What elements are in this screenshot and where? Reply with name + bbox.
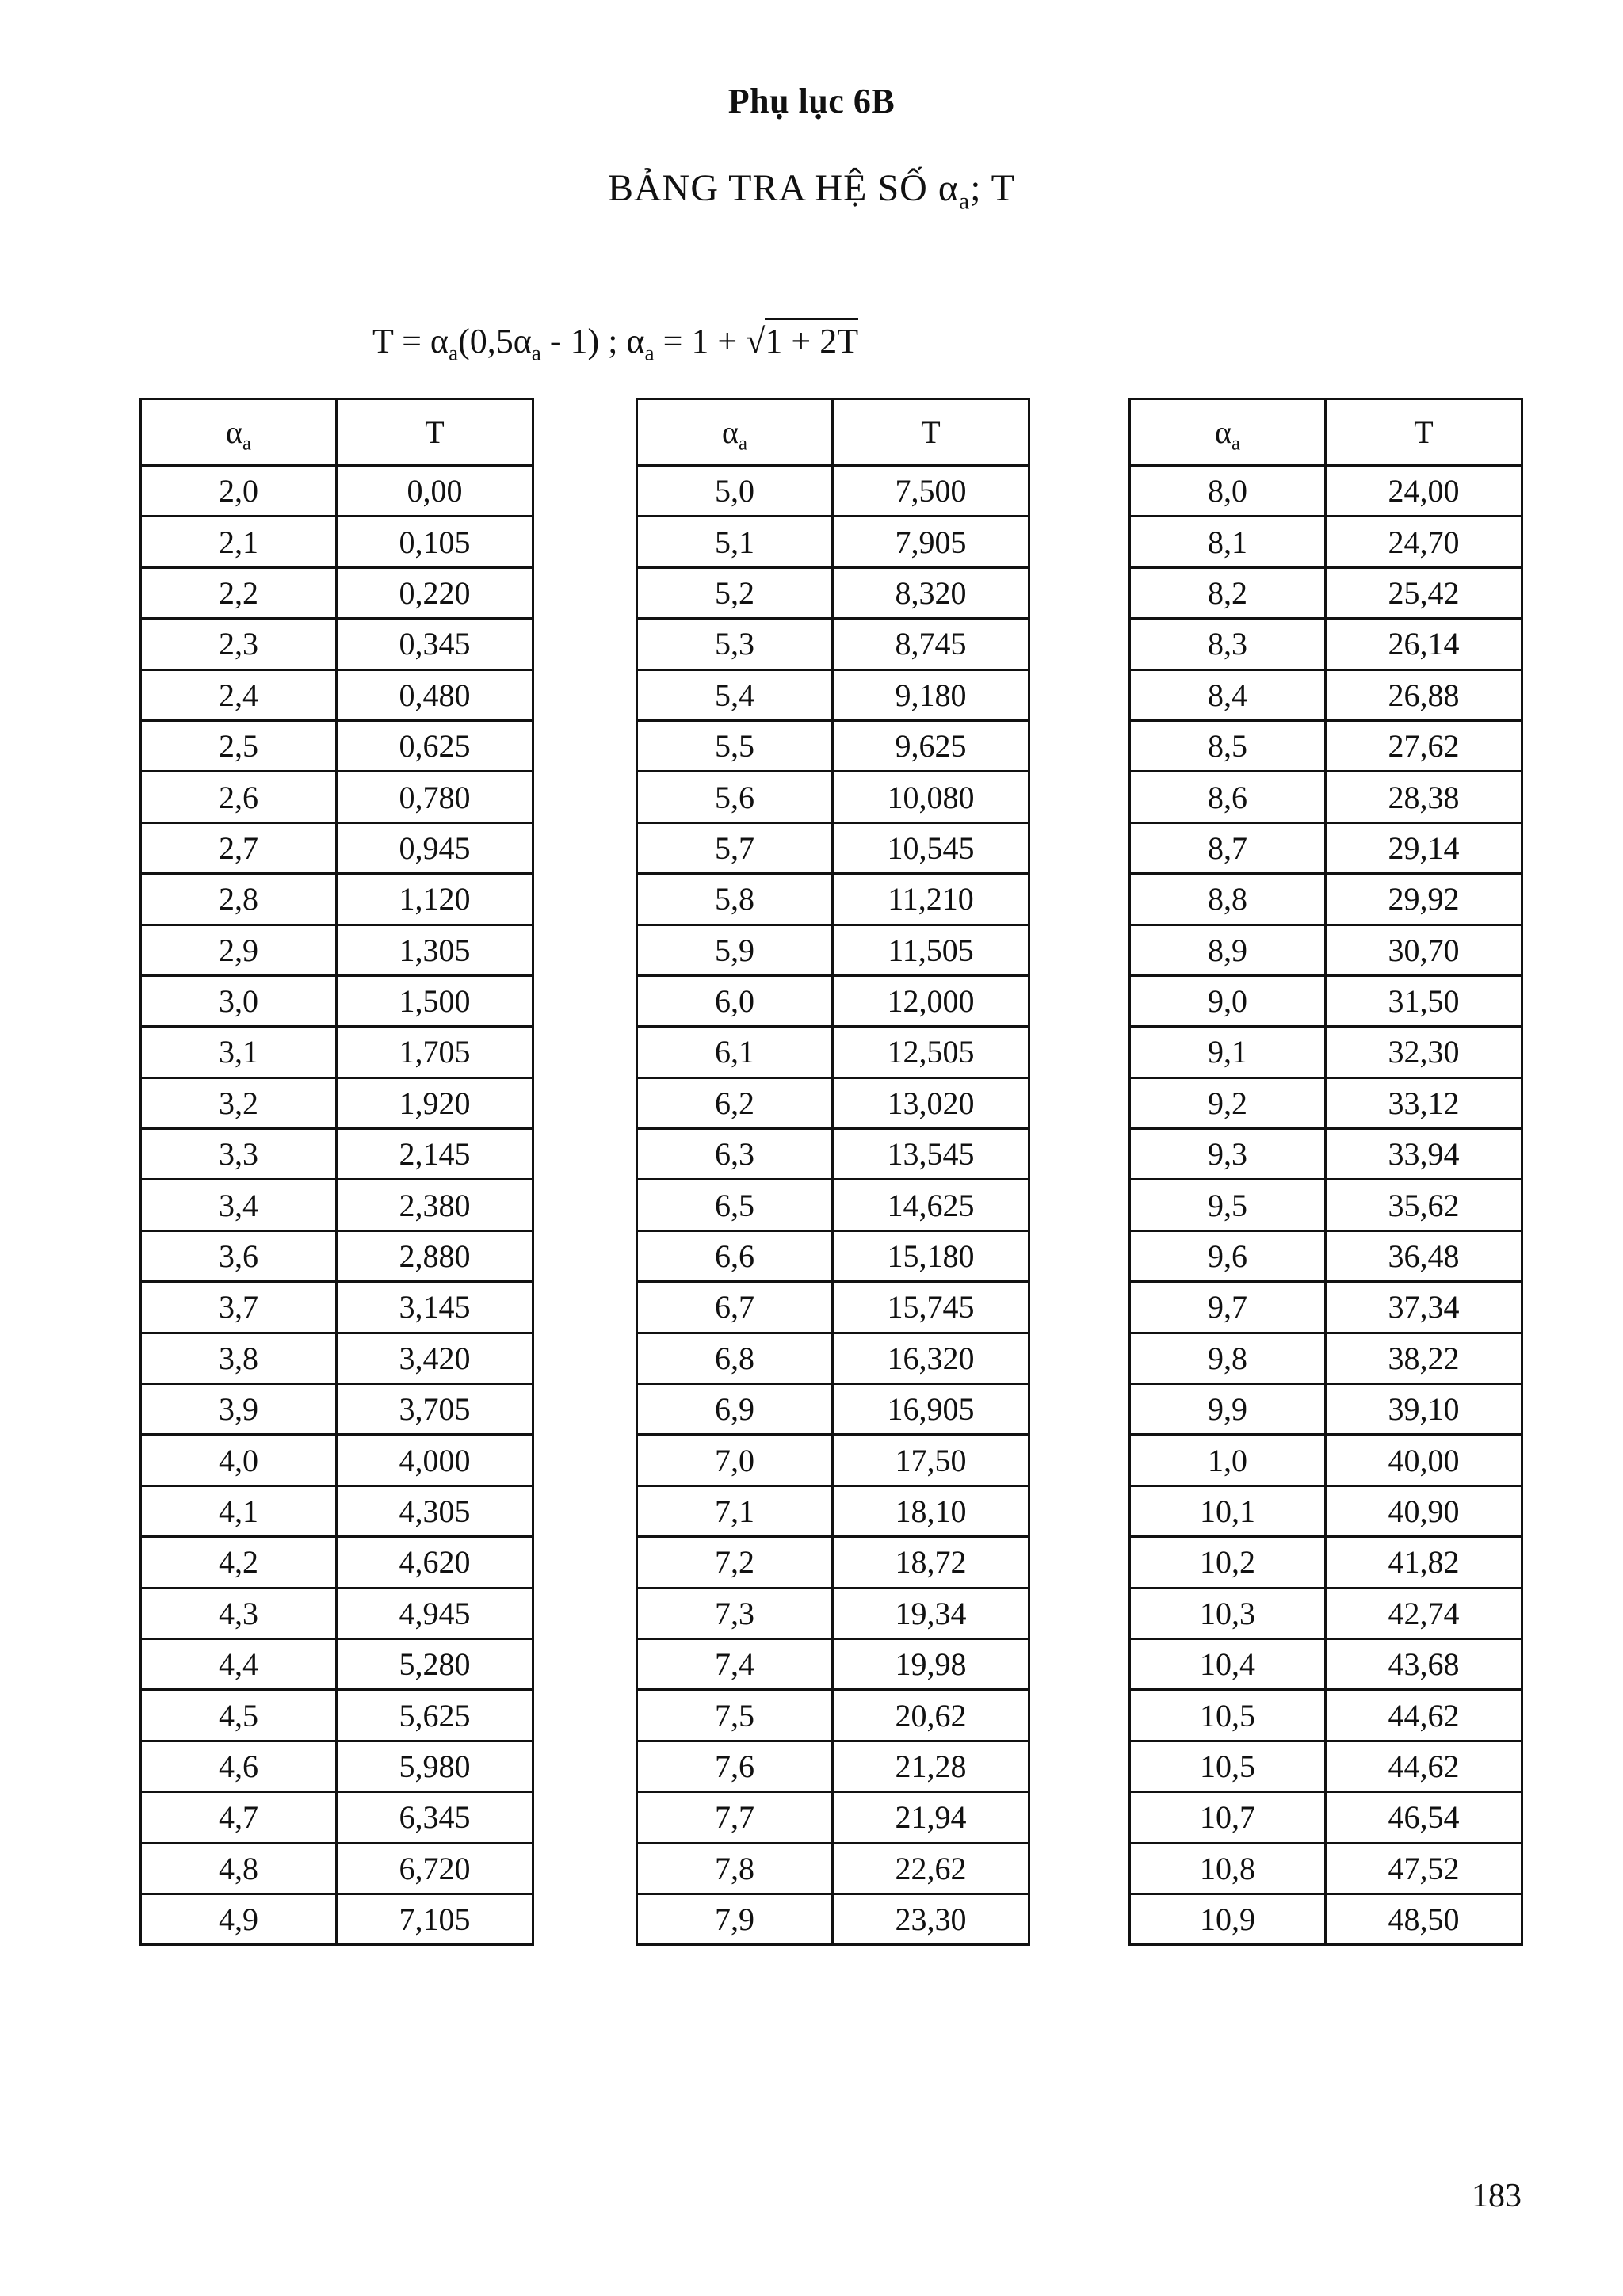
alpha-cell: 3,9: [141, 1384, 337, 1435]
t-cell: 29,92: [1326, 874, 1522, 925]
table-row: [1130, 1230, 1522, 1281]
t-cell: 44,62: [1326, 1741, 1522, 1791]
t-cell: 41,82: [1326, 1537, 1522, 1588]
t-cell: 21,94: [833, 1792, 1029, 1843]
header-alpha: [637, 399, 833, 466]
alpha-cell: 7,6: [637, 1741, 833, 1791]
alpha-cell: 9,8: [1130, 1333, 1326, 1383]
alpha-cell: 7,1: [637, 1486, 833, 1536]
coefficient-table-3: [1128, 398, 1523, 1946]
t-cell: 0,945: [337, 822, 533, 873]
t-cell: 15,745: [833, 1282, 1029, 1333]
alpha-cell: 5,7: [637, 822, 833, 873]
table-row: [637, 517, 1029, 567]
table-row: [1130, 669, 1522, 720]
t-cell: 12,505: [833, 1027, 1029, 1077]
alpha-cell: 2,8: [141, 874, 337, 925]
table-row: [637, 1894, 1029, 1944]
header-alpha-subscript: a: [1231, 433, 1240, 455]
header-alpha-symbol: α: [722, 414, 739, 450]
table-row: [141, 619, 533, 669]
table-row: [1130, 1435, 1522, 1486]
alpha-cell: 4,6: [141, 1741, 337, 1791]
t-cell: 16,905: [833, 1384, 1029, 1435]
table-row: [141, 772, 533, 822]
t-cell: 32,30: [1326, 1027, 1522, 1077]
t-cell: 5,980: [337, 1741, 533, 1791]
coefficient-table-1: [139, 398, 534, 1946]
table-row: [637, 1435, 1029, 1486]
table-row: [141, 1638, 533, 1689]
alpha-cell: 5,3: [637, 619, 833, 669]
page-number: 183: [1472, 2178, 1522, 2214]
table-row: [141, 975, 533, 1026]
formula: [372, 321, 859, 365]
alpha-cell: 5,2: [637, 567, 833, 618]
alpha-cell: 8,2: [1130, 567, 1326, 618]
table-row: [141, 669, 533, 720]
t-cell: 44,62: [1326, 1690, 1522, 1741]
table-row: [637, 1537, 1029, 1588]
table-row: [1130, 925, 1522, 975]
table-header-row: [637, 399, 1029, 466]
table-row: [637, 925, 1029, 975]
t-cell: 5,280: [337, 1638, 533, 1689]
alpha-cell: 9,0: [1130, 975, 1326, 1026]
t-cell: 38,22: [1326, 1333, 1522, 1383]
table-row: [637, 1741, 1029, 1791]
alpha-cell: 8,3: [1130, 619, 1326, 669]
header-t: T: [833, 399, 1029, 466]
t-cell: 22,62: [833, 1843, 1029, 1894]
t-cell: 0,780: [337, 772, 533, 822]
alpha-cell: 5,9: [637, 925, 833, 975]
alpha-cell: 2,3: [141, 619, 337, 669]
t-cell: 7,105: [337, 1894, 533, 1944]
alpha-cell: 4,0: [141, 1435, 337, 1486]
alpha-cell: 5,1: [637, 517, 833, 567]
t-cell: 13,545: [833, 1129, 1029, 1180]
table-row: [1130, 772, 1522, 822]
formula-mid-3: = 1 +: [654, 322, 747, 360]
table-row: [637, 1843, 1029, 1894]
table-row: [141, 720, 533, 771]
t-cell: 3,145: [337, 1282, 533, 1333]
alpha-cell: 7,7: [637, 1792, 833, 1843]
table-row: [637, 1588, 1029, 1638]
t-cell: 0,105: [337, 517, 533, 567]
table-row: [141, 822, 533, 873]
t-cell: 33,12: [1326, 1077, 1522, 1128]
alpha-cell: 5,4: [637, 669, 833, 720]
sqrt-argument: 1 + 2T: [765, 318, 858, 360]
table-row: [1130, 517, 1522, 567]
t-cell: 2,145: [337, 1129, 533, 1180]
alpha-cell: 10,5: [1130, 1741, 1326, 1791]
table-row: [1130, 1588, 1522, 1638]
t-cell: 9,180: [833, 669, 1029, 720]
alpha-cell: 10,1: [1130, 1486, 1326, 1536]
alpha-cell: 10,5: [1130, 1690, 1326, 1741]
alpha-cell: 2,0: [141, 466, 337, 517]
t-cell: 11,210: [833, 874, 1029, 925]
formula-sub-1: a: [448, 341, 459, 365]
table-row: [637, 1282, 1029, 1333]
t-cell: 18,72: [833, 1537, 1029, 1588]
header-alpha-subscript: a: [738, 433, 747, 455]
t-cell: 3,705: [337, 1384, 533, 1435]
alpha-cell: 8,8: [1130, 874, 1326, 925]
table-row: [637, 1486, 1029, 1536]
table-row: [1130, 1843, 1522, 1894]
t-cell: 43,68: [1326, 1638, 1522, 1689]
table-row: [141, 1588, 533, 1638]
table-row: [637, 1230, 1029, 1281]
t-cell: 42,74: [1326, 1588, 1522, 1638]
formula-lhs: T = α: [372, 322, 449, 360]
alpha-cell: 6,3: [637, 1129, 833, 1180]
table-row: [1130, 1486, 1522, 1536]
alpha-cell: 3,4: [141, 1180, 337, 1230]
t-cell: 19,98: [833, 1638, 1029, 1689]
t-cell: 6,345: [337, 1792, 533, 1843]
alpha-cell: 8,1: [1130, 517, 1326, 567]
title-subscript: a: [958, 188, 971, 215]
table-row: [141, 1894, 533, 1944]
alpha-cell: 4,1: [141, 1486, 337, 1536]
alpha-cell: 7,4: [637, 1638, 833, 1689]
formula-sub-3: a: [644, 341, 655, 365]
t-cell: 40,90: [1326, 1486, 1522, 1536]
t-cell: 16,320: [833, 1333, 1029, 1383]
table-row: [637, 720, 1029, 771]
t-cell: 6,720: [337, 1843, 533, 1894]
alpha-cell: 3,2: [141, 1077, 337, 1128]
t-cell: 15,180: [833, 1230, 1029, 1281]
t-cell: 30,70: [1326, 925, 1522, 975]
t-cell: 28,38: [1326, 772, 1522, 822]
t-cell: 24,70: [1326, 517, 1522, 567]
formula-mid-1: (0,5α: [458, 322, 532, 360]
table-row: [1130, 1741, 1522, 1791]
alpha-cell: 10,3: [1130, 1588, 1326, 1638]
t-cell: 2,380: [337, 1180, 533, 1230]
t-cell: 9,625: [833, 720, 1029, 771]
t-cell: 0,480: [337, 669, 533, 720]
t-cell: 14,625: [833, 1180, 1029, 1230]
t-cell: 19,34: [833, 1588, 1029, 1638]
alpha-cell: 10,7: [1130, 1792, 1326, 1843]
alpha-cell: 6,6: [637, 1230, 833, 1281]
alpha-cell: 3,7: [141, 1282, 337, 1333]
table-row: [1130, 1690, 1522, 1741]
table-row: [141, 1282, 533, 1333]
alpha-cell: 9,1: [1130, 1027, 1326, 1077]
alpha-cell: 7,5: [637, 1690, 833, 1741]
table-header-row: [1130, 399, 1522, 466]
t-cell: 40,00: [1326, 1435, 1522, 1486]
alpha-cell: 6,9: [637, 1384, 833, 1435]
table-row: [1130, 1894, 1522, 1944]
alpha-cell: 5,0: [637, 466, 833, 517]
table-row: [637, 619, 1029, 669]
table-row: [637, 1333, 1029, 1383]
alpha-cell: 3,8: [141, 1333, 337, 1383]
alpha-cell: 6,7: [637, 1282, 833, 1333]
alpha-cell: 6,1: [637, 1027, 833, 1077]
t-cell: 36,48: [1326, 1230, 1522, 1281]
t-cell: 8,320: [833, 567, 1029, 618]
table-row: [1130, 1077, 1522, 1128]
table-row: [141, 925, 533, 975]
t-cell: 13,020: [833, 1077, 1029, 1128]
t-cell: 1,500: [337, 975, 533, 1026]
table-row: [1130, 1537, 1522, 1588]
t-cell: 47,52: [1326, 1843, 1522, 1894]
t-cell: 10,545: [833, 822, 1029, 873]
table-row: [637, 1792, 1029, 1843]
table-row: [637, 822, 1029, 873]
t-cell: 1,920: [337, 1077, 533, 1128]
alpha-cell: 4,3: [141, 1588, 337, 1638]
title-text: BẢNG TRA HỆ SỐ α: [608, 167, 959, 209]
formula-mid-2: - 1) ; α: [540, 322, 645, 360]
table-row: [141, 1077, 533, 1128]
t-cell: 4,000: [337, 1435, 533, 1486]
alpha-cell: 6,8: [637, 1333, 833, 1383]
alpha-cell: 5,8: [637, 874, 833, 925]
table-row: [141, 874, 533, 925]
t-cell: 0,345: [337, 619, 533, 669]
alpha-cell: 2,5: [141, 720, 337, 771]
t-cell: 2,880: [337, 1230, 533, 1281]
t-cell: 37,34: [1326, 1282, 1522, 1333]
table-row: [637, 1180, 1029, 1230]
table-row: [637, 874, 1029, 925]
alpha-cell: 9,6: [1130, 1230, 1326, 1281]
title-tail: ; T: [970, 167, 1015, 209]
alpha-cell: 9,2: [1130, 1077, 1326, 1128]
sqrt-symbol: √: [746, 322, 766, 360]
table-row: [637, 1690, 1029, 1741]
alpha-cell: 6,5: [637, 1180, 833, 1230]
alpha-cell: 2,1: [141, 517, 337, 567]
table-header-row: [141, 399, 533, 466]
alpha-cell: 3,6: [141, 1230, 337, 1281]
table-row: [1130, 466, 1522, 517]
alpha-cell: 4,7: [141, 1792, 337, 1843]
coefficient-table-2: [636, 398, 1030, 1946]
alpha-cell: 10,2: [1130, 1537, 1326, 1588]
alpha-cell: 4,9: [141, 1894, 337, 1944]
header-alpha-symbol: α: [226, 414, 242, 450]
alpha-cell: 7,3: [637, 1588, 833, 1638]
alpha-cell: 4,5: [141, 1690, 337, 1741]
alpha-cell: 4,2: [141, 1537, 337, 1588]
alpha-cell: 7,0: [637, 1435, 833, 1486]
table-row: [141, 1384, 533, 1435]
table-row: [141, 1690, 533, 1741]
t-cell: 31,50: [1326, 975, 1522, 1026]
alpha-cell: 5,6: [637, 772, 833, 822]
table-row: [141, 1843, 533, 1894]
alpha-cell: 9,5: [1130, 1180, 1326, 1230]
alpha-cell: 8,6: [1130, 772, 1326, 822]
alpha-cell: 9,7: [1130, 1282, 1326, 1333]
table-row: [1130, 1792, 1522, 1843]
t-cell: 7,905: [833, 517, 1029, 567]
header-t: T: [337, 399, 533, 466]
t-cell: 48,50: [1326, 1894, 1522, 1944]
table-row: [637, 1638, 1029, 1689]
appendix-title: Phụ lục 6B: [727, 82, 896, 120]
alpha-cell: 1,0: [1130, 1435, 1326, 1486]
t-cell: 21,28: [833, 1741, 1029, 1791]
t-cell: 23,30: [833, 1894, 1029, 1944]
table-row: [141, 517, 533, 567]
t-cell: 0,00: [337, 466, 533, 517]
table-row: [1130, 1282, 1522, 1333]
header-alpha: [1130, 399, 1326, 466]
table-row: [1130, 567, 1522, 618]
table-row: [1130, 1384, 1522, 1435]
t-cell: 4,945: [337, 1588, 533, 1638]
table-row: [141, 1129, 533, 1180]
table-row: [1130, 619, 1522, 669]
alpha-cell: 10,9: [1130, 1894, 1326, 1944]
t-cell: 33,94: [1326, 1129, 1522, 1180]
alpha-cell: 8,0: [1130, 466, 1326, 517]
alpha-cell: 7,2: [637, 1537, 833, 1588]
t-cell: 39,10: [1326, 1384, 1522, 1435]
t-cell: 18,10: [833, 1486, 1029, 1536]
alpha-cell: 5,5: [637, 720, 833, 771]
table-row: [1130, 1027, 1522, 1077]
t-cell: 29,14: [1326, 822, 1522, 873]
table-row: [637, 772, 1029, 822]
alpha-cell: 9,3: [1130, 1129, 1326, 1180]
alpha-cell: 2,6: [141, 772, 337, 822]
alpha-cell: 7,8: [637, 1843, 833, 1894]
t-cell: 4,620: [337, 1537, 533, 1588]
formula-sub-2: a: [531, 341, 541, 365]
header-alpha: [141, 399, 337, 466]
table-row: [1130, 720, 1522, 771]
table-row: [1130, 975, 1522, 1026]
alpha-cell: 4,4: [141, 1638, 337, 1689]
t-cell: 0,220: [337, 567, 533, 618]
table-row: [637, 1077, 1029, 1128]
t-cell: 35,62: [1326, 1180, 1522, 1230]
alpha-cell: 4,8: [141, 1843, 337, 1894]
alpha-cell: 2,4: [141, 669, 337, 720]
table-row: [1130, 1333, 1522, 1383]
alpha-cell: 8,9: [1130, 925, 1326, 975]
t-cell: 20,62: [833, 1690, 1029, 1741]
t-cell: 5,625: [337, 1690, 533, 1741]
alpha-cell: 6,0: [637, 975, 833, 1026]
alpha-cell: 8,7: [1130, 822, 1326, 873]
table-row: [637, 1129, 1029, 1180]
table-row: [141, 1435, 533, 1486]
table-row: [141, 1537, 533, 1588]
table-row: [637, 1384, 1029, 1435]
alpha-cell: 10,8: [1130, 1843, 1326, 1894]
t-cell: 10,080: [833, 772, 1029, 822]
table-row: [141, 1333, 533, 1383]
table-row: [141, 1180, 533, 1230]
header-alpha-subscript: a: [242, 433, 251, 455]
t-cell: 26,14: [1326, 619, 1522, 669]
alpha-cell: 3,3: [141, 1129, 337, 1180]
table-row: [141, 567, 533, 618]
alpha-cell: 3,0: [141, 975, 337, 1026]
table-row: [637, 975, 1029, 1026]
t-cell: 26,88: [1326, 669, 1522, 720]
t-cell: 27,62: [1326, 720, 1522, 771]
alpha-cell: 10,4: [1130, 1638, 1326, 1689]
table-row: [141, 1741, 533, 1791]
alpha-cell: 2,7: [141, 822, 337, 873]
t-cell: 7,500: [833, 466, 1029, 517]
alpha-cell: 8,5: [1130, 720, 1326, 771]
t-cell: 8,745: [833, 619, 1029, 669]
alpha-cell: 6,2: [637, 1077, 833, 1128]
header-alpha-symbol: α: [1215, 414, 1232, 450]
table-row: [141, 466, 533, 517]
t-cell: 4,305: [337, 1486, 533, 1536]
header-t: T: [1326, 399, 1522, 466]
table-row: [141, 1792, 533, 1843]
t-cell: 0,625: [337, 720, 533, 771]
t-cell: 12,000: [833, 975, 1029, 1026]
table-row: [637, 669, 1029, 720]
table-row: [637, 466, 1029, 517]
t-cell: 17,50: [833, 1435, 1029, 1486]
table-row: [141, 1486, 533, 1536]
alpha-cell: 9,9: [1130, 1384, 1326, 1435]
alpha-cell: 2,2: [141, 567, 337, 618]
t-cell: 24,00: [1326, 466, 1522, 517]
t-cell: 1,305: [337, 925, 533, 975]
alpha-cell: 2,9: [141, 925, 337, 975]
table-row: [637, 1027, 1029, 1077]
alpha-cell: 7,9: [637, 1894, 833, 1944]
table-row: [1130, 1180, 1522, 1230]
table-row: [1130, 874, 1522, 925]
t-cell: 46,54: [1326, 1792, 1522, 1843]
t-cell: 25,42: [1326, 567, 1522, 618]
t-cell: 1,120: [337, 874, 533, 925]
table-row: [141, 1230, 533, 1281]
table-row: [637, 567, 1029, 618]
table-row: [1130, 1638, 1522, 1689]
alpha-cell: 8,4: [1130, 669, 1326, 720]
t-cell: 1,705: [337, 1027, 533, 1077]
t-cell: 3,420: [337, 1333, 533, 1383]
t-cell: 11,505: [833, 925, 1029, 975]
table-row: [1130, 822, 1522, 873]
alpha-cell: 3,1: [141, 1027, 337, 1077]
page-title: [0, 166, 1623, 215]
table-row: [141, 1027, 533, 1077]
table-row: [1130, 1129, 1522, 1180]
